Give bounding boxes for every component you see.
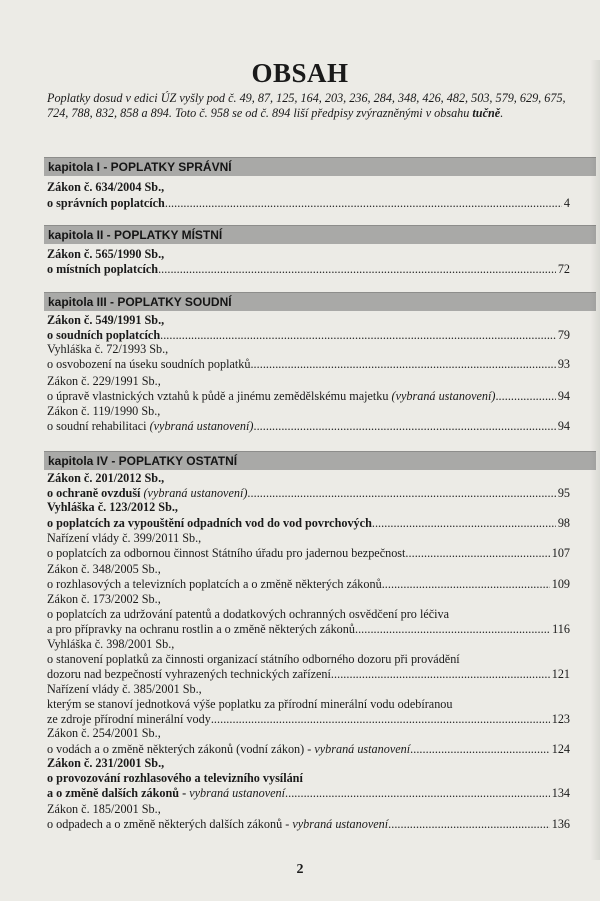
page-ref: 79	[557, 328, 570, 342]
chapter-heading-2: kapitola II - POPLATKY MÍSTNÍ	[44, 225, 596, 244]
intro-bold-word: tučně	[472, 105, 501, 120]
toc-entry-link[interactable]: a o změně dalších zákonů - vybraná ustanovení . . . 134	[47, 786, 570, 801]
page-ref: 98	[557, 516, 570, 530]
chapter-heading-4: kapitola IV - POPLATKY OSTATNÍ	[44, 451, 596, 470]
intro-note	[47, 91, 592, 120]
toc-entry-link[interactable]: o poplatcích za vypouštění odpadních vod do vod povrchových . . . 98	[47, 516, 570, 531]
toc-entry-subtitle: kterým se stanoví jednotková výše poplatku za přírodní minerální vodu odebíranou	[47, 697, 453, 711]
toc-entry-link[interactable]: ze zdroje přírodní minerální vody . . . 123	[47, 712, 570, 727]
toc-entry-title: Zákon č. 254/2001 Sb.,	[47, 726, 161, 740]
toc-entry-link[interactable]: o místních poplatcích . . . 72	[47, 262, 570, 277]
toc-entry-link[interactable]: o správních poplatcích . . . 4	[47, 196, 570, 211]
toc-entry-subtitle: o poplatcích za udržování patentů a dodatkových ochranných osvědčení pro léčiva	[47, 607, 450, 621]
page-ref: 94	[557, 389, 570, 403]
intro-line-1: Poplatky dosud v edici ÚZ vyšly pod č. 49, 87, 125, 164, 203, 236, 284, 348, 426, 482, 503, 579, 629, 675,	[47, 91, 566, 105]
chapter-heading-1: kapitola I - POPLATKY SPRÁVNÍ	[44, 157, 596, 176]
toc-entry-link[interactable]: o úpravě vlastnických vztahů k půdě a jinému zemědělskému majetku (vybraná ustanovení) . . . 94	[47, 389, 570, 404]
page-ref: 109	[551, 577, 570, 591]
page-number: 2	[296, 862, 304, 877]
page-ref: 116	[552, 622, 570, 636]
page-ref: 72	[557, 262, 570, 276]
toc-entry-link[interactable]: o soudní rehabilitaci (vybraná ustanovení) . . . 94	[47, 419, 570, 434]
toc-entry-title: Zákon č. 119/1990 Sb.,	[47, 404, 161, 418]
toc-entry-title: Vyhláška č. 398/2001 Sb.,	[47, 637, 175, 651]
toc-entry-title: Zákon č. 185/2001 Sb.,	[47, 802, 161, 816]
toc-entry-link[interactable]: o osvobození na úseku soudních poplatků . . . 93	[47, 357, 570, 372]
toc-entry-title: Zákon č. 549/1991 Sb.,	[47, 313, 165, 327]
toc-entry-link[interactable]: o vodách a o změně některých zákonů (vodní zákon) - vybraná ustanovení . . . 124	[47, 742, 570, 757]
page-ref: 123	[551, 712, 570, 726]
page-ref: 136	[551, 817, 570, 831]
page-title: OBSAH	[251, 58, 349, 88]
toc-entry-link[interactable]: dozoru nad bezpečností vyhrazených technických zařízení . . . 121	[47, 667, 570, 682]
page-ref: 93	[557, 357, 570, 371]
page-ref: 124	[551, 742, 570, 756]
intro-line-2: 724, 788, 832, 858 a 894. Toto č. 958 se od č. 894 liší předpisy zvýrazněnými v obsahu tučně.	[47, 105, 504, 120]
page-ref: 107	[551, 546, 570, 560]
chapter-heading-3: kapitola III - POPLATKY SOUDNÍ	[44, 292, 596, 311]
page-ref: 134	[551, 786, 570, 800]
toc-entry-title: Zákon č. 229/1991 Sb.,	[47, 374, 161, 388]
page-edge-shadow	[590, 60, 600, 860]
toc-entry-subtitle: o stanovení poplatků za činnosti organizací státního odborného dozoru při provádění	[47, 652, 460, 666]
toc-entry-title: Zákon č. 231/2001 Sb.,	[47, 756, 165, 770]
toc-entry-subtitle: o provozování rozhlasového a televizního vysílání	[47, 771, 303, 785]
toc-entry-link[interactable]: o ochraně ovzduší (vybraná ustanovení) . . . 95	[47, 486, 570, 501]
toc-entry-title: Nařízení vlády č. 399/2011 Sb.,	[47, 531, 202, 545]
toc-entry-link[interactable]: o soudních poplatcích . . . 79	[47, 328, 570, 343]
toc-entry-title: Nařízení vlády č. 385/2001 Sb.,	[47, 682, 202, 696]
toc-entry-link[interactable]: a pro přípravky na ochranu rostlin a o změně některých zákonů . . . 116	[47, 622, 570, 637]
toc-entry-title: Zákon č. 634/2004 Sb.,	[47, 180, 165, 194]
toc-entry-link[interactable]: o odpadech a o změně některých dalších zákonů - vybraná ustanovení . . . 136	[47, 817, 570, 832]
toc-entry-title: Zákon č. 565/1990 Sb.,	[47, 247, 165, 261]
toc-entry-link[interactable]: o poplatcích za odbornou činnost Státního úřadu pro jadernou bezpečnost . . . 107	[47, 546, 570, 561]
page-ref: 121	[551, 667, 570, 681]
page-ref: 95	[557, 486, 570, 500]
toc-entry-title: Zákon č. 201/2012 Sb.,	[47, 471, 165, 485]
toc-entry-title: Vyhláška č. 123/2012 Sb.,	[47, 500, 178, 514]
page-ref: 94	[557, 419, 570, 433]
page-ref: 4	[563, 196, 570, 210]
toc-entry-title: Zákon č. 348/2005 Sb.,	[47, 562, 161, 576]
toc-entry-title: Zákon č. 173/2002 Sb.,	[47, 592, 161, 606]
toc-entry-link[interactable]: o rozhlasových a televizních poplatcích a o změně některých zákonů . . . 109	[47, 577, 570, 592]
toc-entry-title: Vyhláška č. 72/1993 Sb.,	[47, 342, 169, 356]
